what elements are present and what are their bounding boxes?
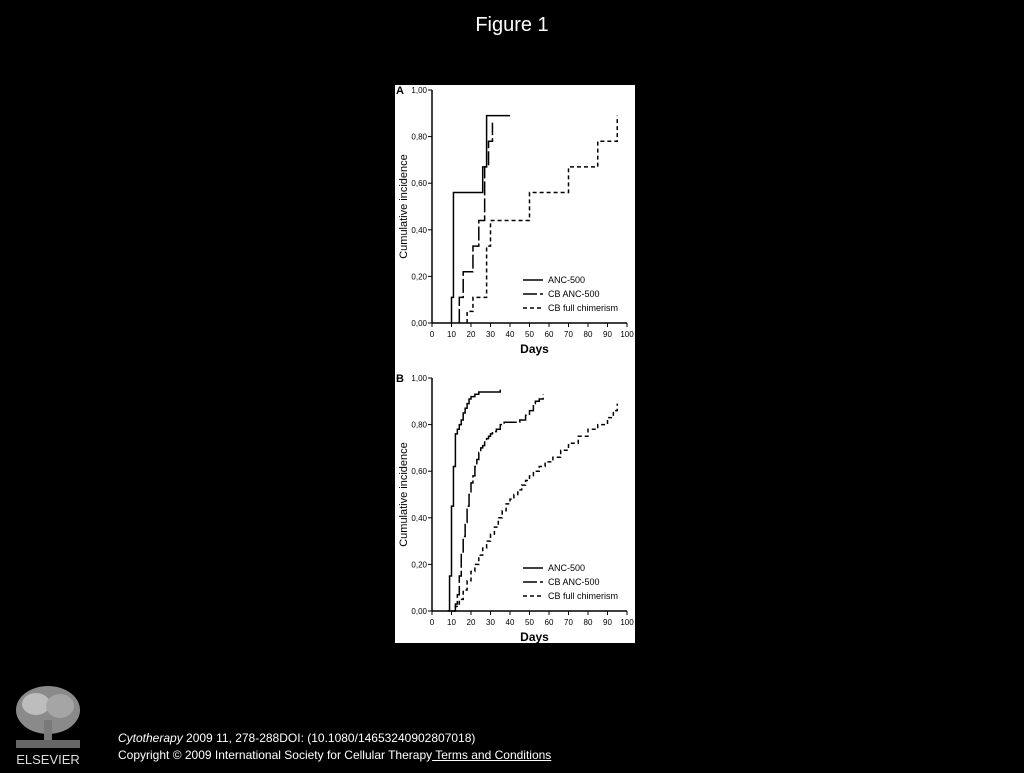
citation bbox=[118, 731, 475, 745]
panel-a-series-1 bbox=[452, 116, 511, 323]
panel-b-series-1 bbox=[448, 390, 501, 611]
panel-a-x-tick-label: 30 bbox=[486, 330, 495, 339]
panel-a-x-tick-label: 20 bbox=[466, 330, 476, 339]
panel-a-y-axis-label: Cumulative incidence bbox=[398, 154, 410, 259]
panel-a-y-tick-label: 0,00 bbox=[411, 319, 427, 328]
panel-b-x-tick-label: 20 bbox=[466, 618, 476, 627]
panel-b-x-tick-label: 80 bbox=[583, 618, 593, 627]
panel-b-series-2 bbox=[453, 394, 543, 611]
panel-b-x-tick-label: 30 bbox=[486, 618, 495, 627]
panel-b-x-tick-label: 40 bbox=[505, 618, 515, 627]
panel-a-legend-label: CB full chimerism bbox=[548, 303, 619, 313]
panel-b-y-tick-label: 0,20 bbox=[411, 560, 427, 570]
panel-b-x-tick-label: 50 bbox=[525, 618, 534, 627]
panel-a-legend-label: ANC-500 bbox=[548, 275, 586, 285]
elsevier-tree-icon bbox=[8, 680, 88, 768]
panel-b-y-tick-label: 0,80 bbox=[411, 420, 427, 430]
panel-b-legend-label: CB ANC-500 bbox=[548, 577, 600, 587]
panel-a-x-tick-label: 50 bbox=[525, 330, 534, 339]
panel-b-x-tick-label: 100 bbox=[620, 618, 634, 627]
slide-title: Figure 1 bbox=[475, 14, 549, 36]
figure-chart bbox=[395, 85, 635, 643]
panel-a-label: A bbox=[396, 85, 404, 97]
panel-a-y-tick-label: 0,40 bbox=[411, 225, 427, 235]
panel-b-label: B bbox=[396, 373, 404, 385]
panel-a-y-tick-label: 0,20 bbox=[411, 272, 427, 282]
publisher-logo-text: ELSEVIER bbox=[16, 752, 80, 767]
panel-a-x-tick-label: 80 bbox=[583, 330, 593, 339]
panel-a-x-tick-label: 60 bbox=[544, 330, 554, 339]
panel-b-y-tick-label: 0,60 bbox=[411, 467, 427, 477]
panel-a-y-tick-label: 0,80 bbox=[411, 132, 427, 142]
panel-a-x-tick-label: 40 bbox=[505, 330, 515, 339]
citation-details: 2009 11, 278-288DOI: (10.1080/14653240902807018) bbox=[182, 731, 476, 745]
panel-a-x-tick-label: 0 bbox=[429, 330, 435, 339]
panel-a-legend-label: CB ANC-500 bbox=[548, 289, 600, 299]
elsevier-logo bbox=[8, 680, 88, 768]
panel-b-y-axis-label: Cumulative incidence bbox=[398, 442, 410, 547]
citation-journal: Cytotherapy bbox=[118, 731, 183, 745]
panel-b-x-tick-label: 90 bbox=[603, 618, 612, 627]
panel-a-x-axis-label: Days bbox=[520, 342, 549, 356]
panel-a-x-tick-label: 90 bbox=[603, 330, 612, 339]
panel-a-x-tick-label: 10 bbox=[447, 330, 456, 339]
panel-b-y-tick-label: 0,40 bbox=[411, 513, 427, 523]
copyright bbox=[118, 748, 551, 762]
panel-b-y-tick-label: 1,00 bbox=[411, 374, 427, 383]
panel-a-x-tick-label: 100 bbox=[620, 330, 634, 339]
panel-b-x-tick-label: 10 bbox=[447, 618, 456, 627]
copyright-text: Copyright © 2009 International Society for Cellular Therapy bbox=[118, 748, 433, 762]
panel-b-legend-label: CB full chimerism bbox=[548, 591, 619, 601]
panel-b-y-tick-label: 0,00 bbox=[411, 607, 427, 616]
panel-b-legend-label: ANC-500 bbox=[548, 563, 586, 573]
panel-b-x-tick-label: 70 bbox=[564, 618, 573, 627]
panel-b-x-tick-label: 60 bbox=[544, 618, 554, 627]
panel-b-x-tick-label: 0 bbox=[429, 618, 435, 627]
panel-b-x-axis-label: Days bbox=[520, 630, 549, 643]
panel-a-y-tick-label: 0,60 bbox=[411, 179, 427, 189]
panel-a-series-2 bbox=[459, 123, 492, 323]
panel-a-x-tick-label: 70 bbox=[564, 330, 573, 339]
terms-and-conditions-link[interactable]: Terms and Conditions bbox=[432, 748, 552, 762]
panel-a-y-tick-label: 1,00 bbox=[411, 86, 427, 95]
figure-panel bbox=[395, 85, 635, 643]
